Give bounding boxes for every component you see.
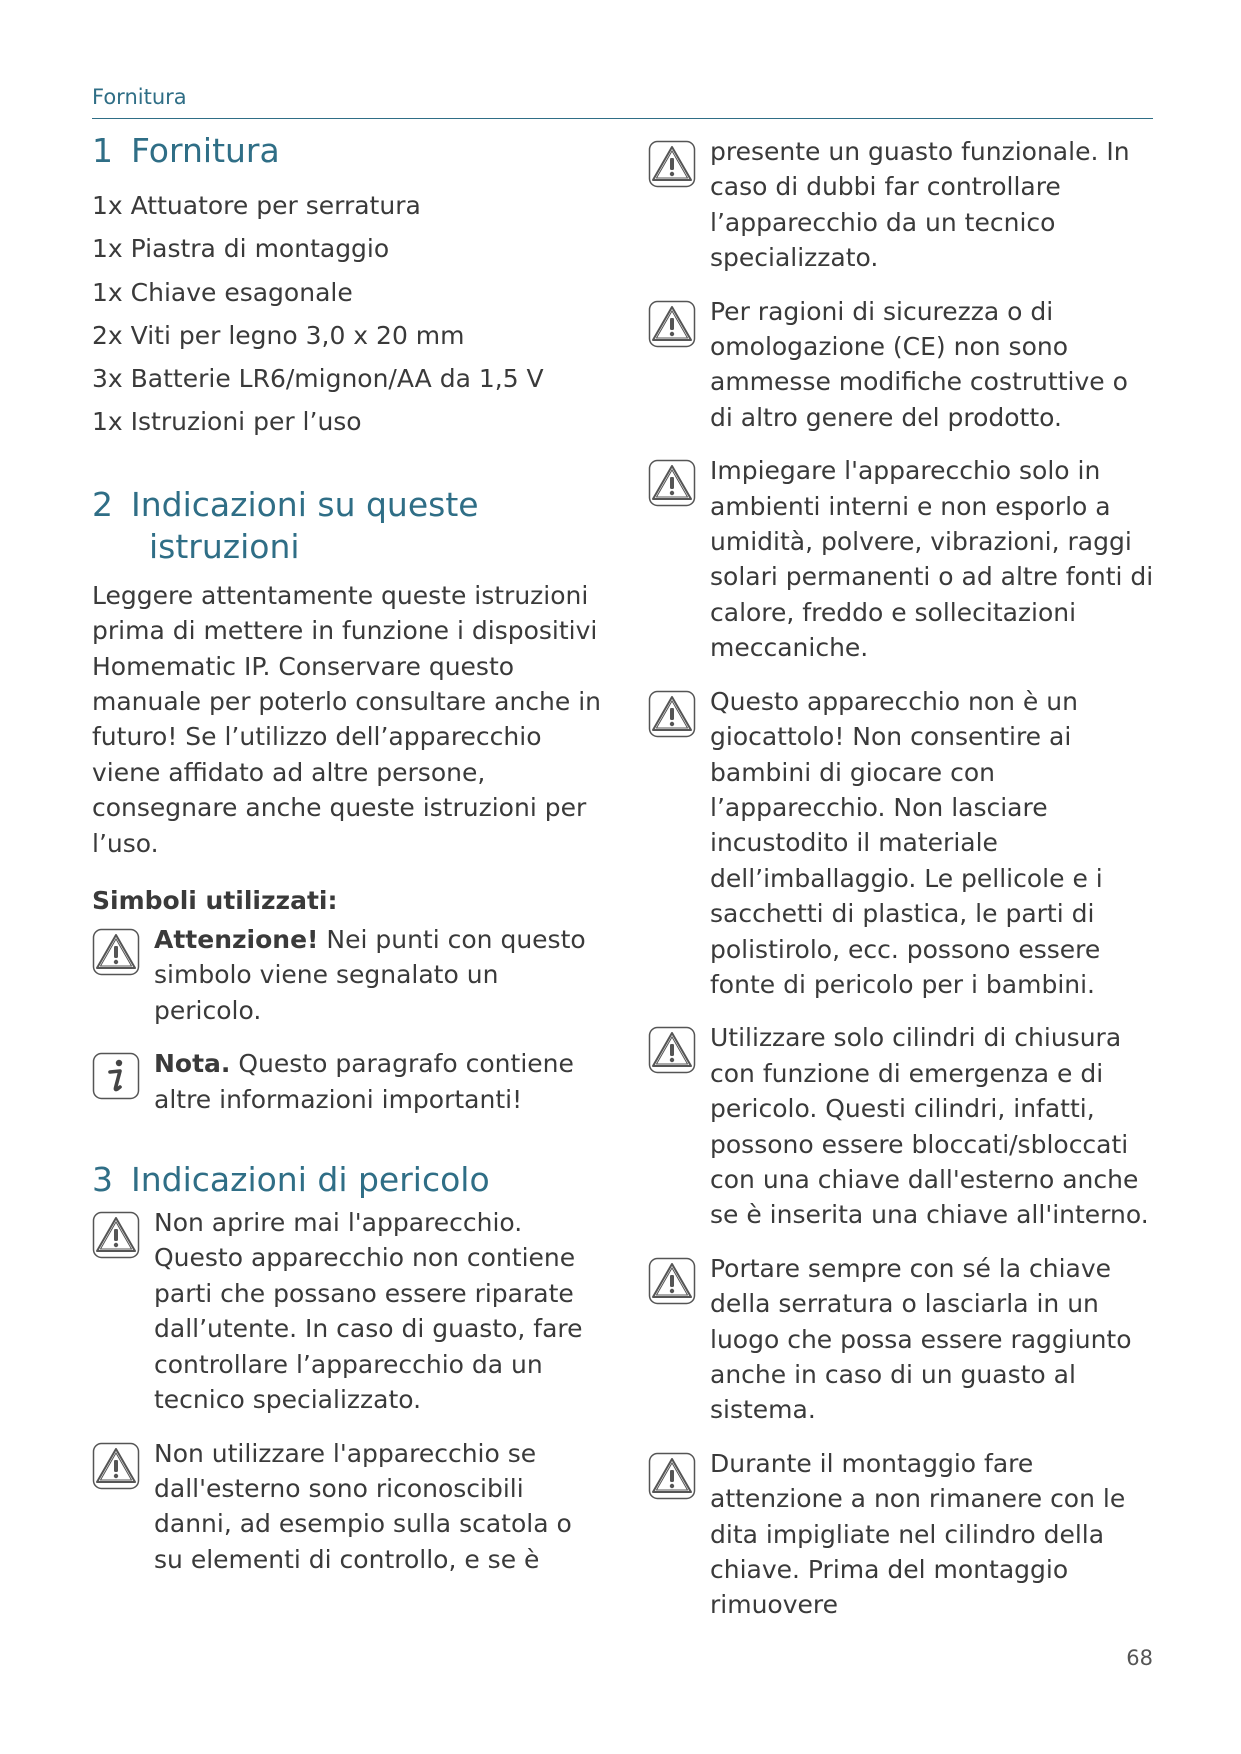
warning-text: presente un guasto funzionale. In caso di dubbi far controllare l’apparecchio da un tecnico specializzato. (710, 137, 1130, 273)
header-title: Fornitura (92, 85, 187, 109)
warning-item (92, 1205, 602, 1417)
warning-item (648, 1446, 1158, 1623)
page-number: 68 (1126, 1646, 1153, 1670)
section-1-title: Fornitura (131, 131, 280, 170)
warning-text: Non utilizzare l'apparecchio se dall'esterno sono riconoscibili danni, ad esempio sulla scatola o su elementi di controllo, e se è (154, 1438, 572, 1574)
symbols-title: Simboli utilizzati: (92, 886, 338, 916)
warning-text: Non aprire mai l'apparecchio. Questo apparecchio non contiene parti che possano essere riparate dall’utente. In caso di guasto, fare controllare l’apparecchio da un tecnico specializzato. (154, 1208, 583, 1415)
info-icon (92, 1046, 140, 1100)
note-text: Questo paragrafo contiene altre informazioni importanti! (154, 1049, 574, 1114)
warning-item (92, 1436, 602, 1578)
list-item: 1x Chiave esagonale (92, 277, 353, 307)
section-1-number: 1 (92, 131, 113, 170)
warning-text: Impiegare l'apparecchio solo in ambienti interni e non esporlo a umidità, polvere, vibrazioni, raggi solari permanenti o ad altre fonti di calore, freddo e sollecitazioni meccaniche. (710, 456, 1154, 663)
attention-text: Nei punti con questo simbolo viene segnalato un pericolo. (154, 925, 586, 1025)
section-2-title-line2: istruzioni (149, 526, 300, 566)
warning-item (648, 453, 1158, 665)
section-2-heading (92, 484, 602, 568)
warning-text: Utilizzare solo cilindri di chiusura con funzione di emergenza e di pericolo. Questi cilindri, infatti, possono essere bloccati/sbloccati con una chiave dall'esterno anche se è inserita una chiave all'interno. (710, 1023, 1149, 1230)
list-item: 1x Istruzioni per l’uso (92, 407, 362, 437)
warning-triangle-icon (648, 294, 696, 348)
warning-text: Questo apparecchio non è un giocattolo! Non consentire ai bambini di giocare con l’apparecchio. Non lasciare incustodito il materiale dell’imballaggio. Le pellicole e i sacchetti di plastica, le parti di polistirolo, ecc. possono essere fonte di pericolo per i bambini. (710, 686, 1103, 999)
supply-list (92, 184, 602, 444)
note-label: Nota. (154, 1049, 231, 1079)
section-2-title-line1: Indicazioni su queste (131, 484, 479, 524)
warning-triangle-icon (648, 1251, 696, 1305)
warning-triangle-icon (648, 1020, 696, 1074)
right-column (648, 134, 1158, 1623)
attention-note (92, 922, 602, 1028)
warning-triangle-icon (92, 1205, 140, 1259)
section-3-number: 3 (92, 1160, 113, 1200)
section-3-heading (92, 1159, 602, 1201)
warning-triangle-icon (92, 922, 140, 976)
page-header (92, 84, 1153, 119)
left-column (92, 130, 602, 1577)
warning-item (648, 684, 1158, 1003)
warning-item (648, 134, 1158, 276)
warning-triangle-icon (648, 453, 696, 507)
section-3-title: Indicazioni di pericolo (131, 1160, 490, 1200)
section-2-paragraph: Leggere attentamente queste istruzioni prima di mettere in funzione i dispositivi Homematic IP. Conservare questo manuale per poterlo consultare anche in futuro! Se l’utilizzo dell’apparecchio viene affidato ad altre persone, consegnare anche queste istruzioni per l’uso. (92, 580, 601, 858)
section-2-number: 2 (92, 484, 113, 524)
warning-item (648, 1251, 1158, 1428)
list-item: 1x Piastra di montaggio (92, 234, 390, 264)
list-item: 1x Attuatore per serratura (92, 191, 421, 220)
attention-label: Attenzione! (154, 925, 319, 955)
warning-triangle-icon (648, 1446, 696, 1500)
warning-triangle-icon (648, 134, 696, 188)
info-note (92, 1046, 602, 1117)
warning-triangle-icon (648, 684, 696, 738)
warning-item (648, 294, 1158, 436)
list-item: 2x Viti per legno 3,0 x 20 mm (92, 320, 465, 350)
section-1-heading (92, 130, 602, 172)
warning-text: Durante il montaggio fare attenzione a non rimanere con le dita impigliate nel cilindro della chiave. Prima del montaggio rimuovere (710, 1448, 1126, 1620)
warning-text: Per ragioni di sicurezza o di omologazione (CE) non sono ammesse modifiche costruttive o di altro genere del prodotto. (710, 296, 1128, 432)
list-item: 3x Batterie LR6/mignon/AA da 1,5 V (92, 364, 544, 394)
warning-text: Portare sempre con sé la chiave della serratura o lasciarla in un luogo che possa essere raggiunto anche in caso di un guasto al sistema. (710, 1253, 1132, 1425)
warning-item (648, 1020, 1158, 1232)
warning-triangle-icon (92, 1436, 140, 1490)
